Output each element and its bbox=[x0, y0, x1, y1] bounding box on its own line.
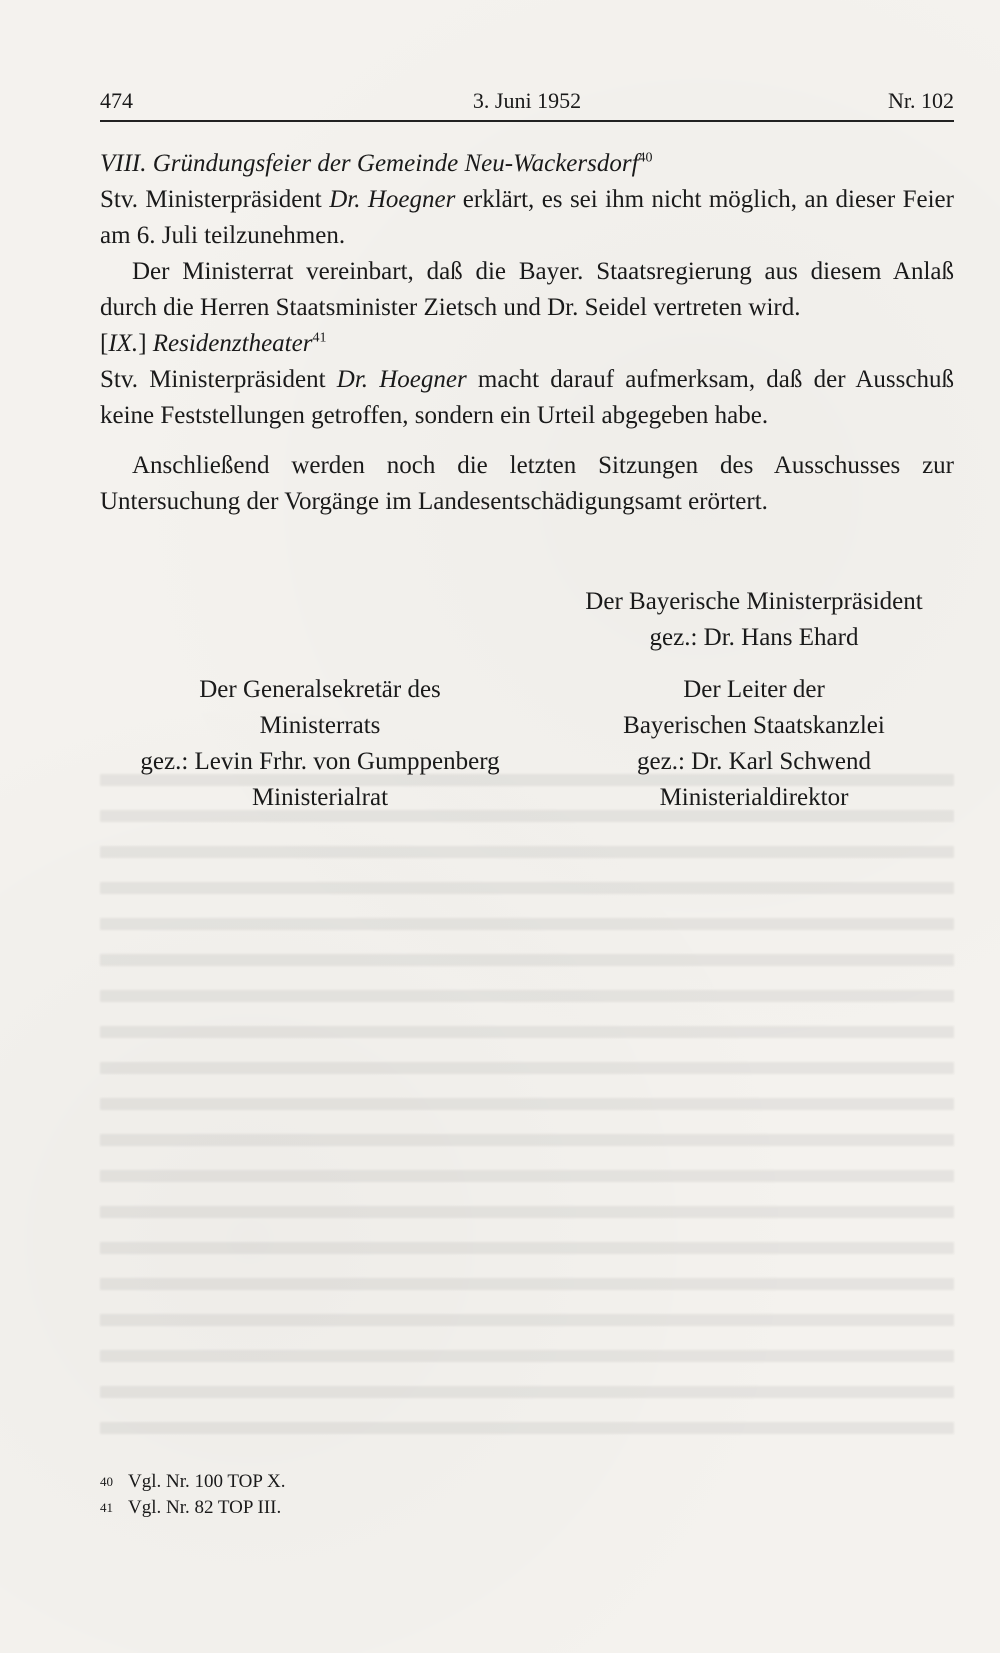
section-heading-ix: [IX.] Residenztheater$^{41}$ bbox=[100, 330, 327, 357]
signature-rank: Ministerialrat bbox=[251, 784, 389, 811]
heading-roman-num: IX. bbox=[108, 330, 139, 357]
footnote-ref[interactable]: 41 bbox=[312, 330, 327, 346]
footnotes bbox=[100, 1469, 285, 1521]
footnote bbox=[100, 1495, 285, 1521]
signature-ministerpraesident bbox=[554, 584, 954, 656]
page-number: 474 bbox=[100, 88, 133, 113]
paragraph: Stv. Ministerpräsident Dr. Hoegner macht darauf aufmerksam, daß der Ausschuß keine Feststellungen getroffen, sondern ein Urteil abgegeben habe. bbox=[100, 366, 954, 429]
signature-title: Ministerrats bbox=[259, 712, 381, 739]
page-header bbox=[100, 86, 954, 122]
signature-rank: Ministerialdirektor bbox=[659, 784, 849, 811]
heading-text: Residenztheater bbox=[152, 330, 313, 357]
heading-roman: [ bbox=[100, 330, 109, 357]
header-date: 3. Juni 1952 bbox=[472, 88, 582, 113]
footnote-number: 41 bbox=[100, 1500, 113, 1515]
section-heading-viii bbox=[100, 146, 954, 182]
person-name: Dr. Hoegner bbox=[329, 186, 456, 213]
signature-title: Bayerischen Staatskanzlei bbox=[623, 712, 885, 739]
signature-title: Der Leiter der bbox=[683, 676, 825, 703]
footnote-ref[interactable]: 40 bbox=[638, 150, 653, 166]
show-through-text bbox=[100, 760, 954, 1440]
footnote-text: Vgl. Nr. 100 TOP X. bbox=[128, 1471, 286, 1492]
paragraph: Der Ministerrat vereinbart, daß die Bayer. Staatsregierung aus diesem Anlaß durch die Herren Staatsminister Zietsch und Dr. Seidel vertreten wird. bbox=[100, 258, 954, 321]
heading-roman: VIII. bbox=[100, 150, 147, 177]
paragraph: Anschließend werden noch die letzten Sitzungen des Ausschusses zur Untersuchung der Vorgänge im Landesentschädigungsamt erörtert. bbox=[100, 452, 954, 515]
signature-name: gez.: Dr. Hans Ehard bbox=[649, 624, 859, 651]
main-content bbox=[100, 146, 954, 520]
signature-generalsekretaer bbox=[100, 672, 540, 816]
signature-staatskanzlei bbox=[554, 672, 954, 816]
heading-text: Gründungsfeier der Gemeinde Neu-Wackersdorf bbox=[152, 150, 639, 177]
signature-name: gez.: Levin Frhr. von Gumppenberg bbox=[140, 748, 500, 775]
header-issue: Nr. 102 bbox=[888, 88, 954, 113]
footnote-text: Vgl. Nr. 82 TOP III. bbox=[128, 1497, 282, 1518]
signature-title: Der Generalsekretär des bbox=[199, 676, 441, 703]
signature-title: Der Bayerische Ministerpräsident bbox=[585, 588, 923, 615]
footnote bbox=[100, 1469, 285, 1495]
footnote-number: 40 bbox=[100, 1474, 113, 1489]
signature-name: gez.: Dr. Karl Schwend bbox=[637, 748, 871, 775]
paragraph: Stv. Ministerpräsident Dr. Hoegner erklärt, es sei ihm nicht möglich, an dieser Feier am 6. Juli teilzunehmen. bbox=[100, 186, 954, 249]
person-name: Dr. Hoegner bbox=[336, 366, 467, 393]
